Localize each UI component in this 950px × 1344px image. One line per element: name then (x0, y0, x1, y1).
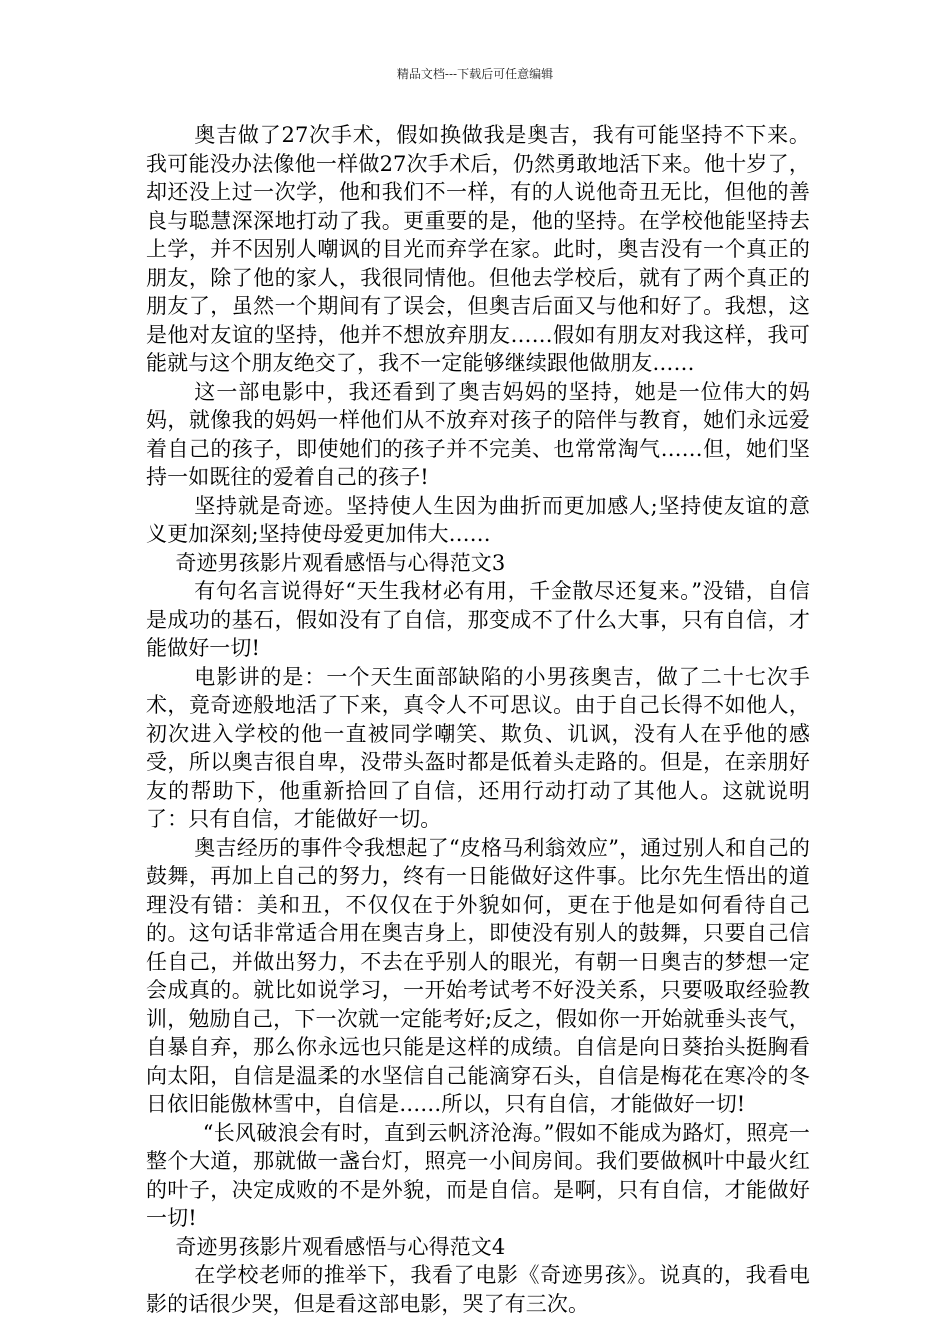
section-heading-4: 奇迹男孩影片观看感悟与心得范文4 (175, 1234, 506, 1259)
paragraph-persistence-mother: 这一部电影中，我还看到了奥吉妈妈的坚持，她是一位伟大的妈妈，就像我的妈妈一样他们从不放弃对孩子的陪伴与教育，她们永远爱着自己的孩子，即使她们的孩子并不完美、也常常淘气……但，她们坚持一如既往的爱着自己的孩子! (146, 379, 810, 489)
paragraph-persistence-conclusion: 坚持就是奇迹。坚持使人生因为曲折而更加感人;坚持使友谊的意义更加深刻;坚持使母爱更加伟大…… (146, 493, 810, 546)
paragraph-essay-4-intro: 在学校老师的推举下，我看了电影《奇迹男孩》。说真的，我看电影的话很少哭，但是看这部电影，哭了有三次。 (146, 1263, 810, 1316)
section-heading-3: 奇迹男孩影片观看感悟与心得范文3 (175, 550, 506, 575)
paragraph-persistence-auggie: 奥吉做了27次手术，假如换做我是奥吉，我有可能坚持不下来。我可能没办法像他一样做27次手术后，仍然勇敢地活下来。他十岁了，却还没上过一次学，他和我们不一样，有的人说他奇丑无比，但他的善良与聪慧深深地打动了我。更重要的是，他的坚持。在学校他能坚持去上学，并不因别人嘲讽的目光而弃学在家。此时，奥吉没有一个真正的朋友，除了他的家人，我很同情他。但他去学校后，就有了两个真正的朋友了，虽然一个期间有了误会，但奥吉后面又与他和好了。我想，这是他对友谊的坚持，他并不想放弃朋友……假如有朋友对我这样，我可能就与这个朋友绝交了，我不一定能够继续跟他做朋友…… (146, 123, 810, 375)
paragraph-movie-summary: 电影讲的是：一个天生面部缺陷的小男孩奥吉，做了二十七次手术，竟奇迹般地活了下来，真令人不可思议。由于自己长得不如他人，初次进入学校的他一直被同学嘲笑、欺负、讥讽，没有人在乎他的感受，所以奥吉很自卑，没带头盔时都是低着头走路的。但是，在亲朋好友的帮助下，他重新拾回了自信，还用行动打动了其他人。这就说明了：只有自信，才能做好一切。 (146, 664, 810, 831)
paragraph-quote-conclusion: “长风破浪会有时，直到云帆济沧海。”假如不能成为路灯，照亮一整个大道，那就做一盏台灯，照亮一小间房间。我们要做枫叶中最火红的叶子，决定成败的不是外貌，而是自信。是啊，只有自信，才能做好一切! (146, 1120, 810, 1230)
paragraph-pygmalion-effect: 奥吉经历的事件令我想起了“皮格马利翁效应”，通过别人和自己的鼓舞，再加上自己的努力，终有一日能做好这件事。比尔先生悟出的道理没有错：美和丑，不仅仅在于外貌如何，更在于他是如何看待自己的。这句话非常适合用在奥吉身上，即使没有别人的鼓舞，只要自己信任自己，并做出努力，不去在乎别人的眼光，有朝一日奥吉的梦想一定会成真的。就比如说学习，一开始考试考不好没关系，只要吸取经验教训，勉励自己，下一次就一定能考好;反之，假如你一开始就垂头丧气，自暴自弃，那么你永远也只能是这样的成绩。自信是向日葵抬头挺胸看向太阳，自信是温柔的水坚信自己能滴穿石头，自信是梅花在寒冷的冬日依旧能傲林雪中，自信是……所以，只有自信，才能做好一切! (146, 835, 810, 1116)
paragraph-confidence-intro: 有句名言说得好“天生我材必有用，千金散尽还复来。”没错，自信是成功的基石，假如没有了自信，那变成不了什么大事，只有自信，才能做好一切! (146, 579, 810, 660)
page-header: 精品文档---下载后可任意编辑 (396, 67, 554, 81)
document-body (146, 121, 810, 1318)
